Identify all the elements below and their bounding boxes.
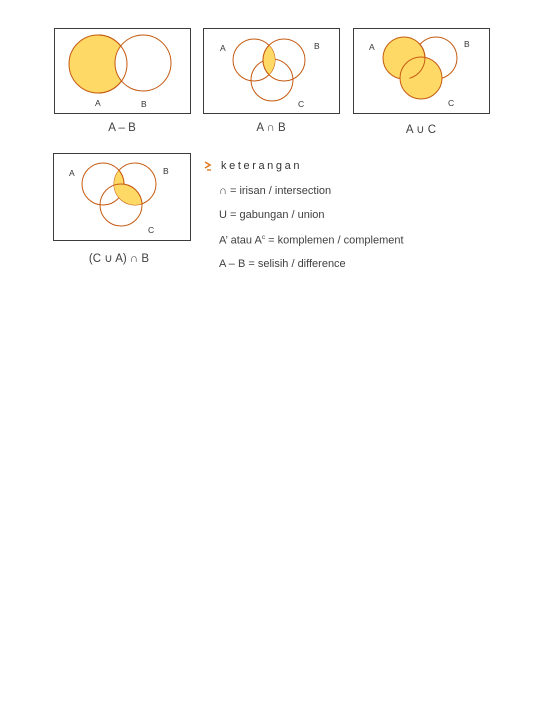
chevron-bullet-icon <box>203 159 217 173</box>
legend-title: keterangan <box>221 160 303 172</box>
label-a: A <box>369 42 375 52</box>
circle-b <box>115 35 171 91</box>
legend-item-difference <box>219 258 346 270</box>
caption-c-union-a-intersect-b: (C ∪ A) ∩ B <box>88 253 150 265</box>
complement-sup: c <box>261 234 266 241</box>
venn-a-minus-b-svg <box>55 29 190 113</box>
union-symbol: U <box>219 209 227 221</box>
label-c: C <box>148 225 155 235</box>
label-c: C <box>298 99 305 109</box>
label-b: B <box>163 166 169 176</box>
caption-a-minus-b: A – B <box>108 122 136 134</box>
label-a: A <box>95 98 101 108</box>
complement-post: = komplemen / complement <box>265 234 404 247</box>
intersection-symbol: ∩ <box>219 185 227 197</box>
legend-item-complement <box>219 234 404 247</box>
label-b: B <box>314 41 320 51</box>
venn-a-union-c-svg <box>354 29 489 113</box>
shaded-region <box>82 163 142 226</box>
legend <box>203 156 523 270</box>
caption-a-union-c: A ∪ C <box>405 124 437 136</box>
complement-pre: A’ atau A <box>219 234 262 247</box>
intersection-text: = irisan / intersection <box>226 185 332 197</box>
legend-header <box>203 156 523 176</box>
venn-diagram-a-minus-b <box>54 28 191 114</box>
venn-c-union-a-intersect-b-svg <box>54 154 190 240</box>
circle-c <box>400 57 442 99</box>
label-c: C <box>448 98 455 108</box>
legend-item-intersection <box>219 185 331 197</box>
union-text: = gabungan / union <box>226 209 325 221</box>
venn-diagram-a-union-c <box>353 28 490 114</box>
label-a: A <box>220 43 226 53</box>
label-b: B <box>141 99 147 109</box>
venn-a-intersect-b-svg <box>204 29 339 113</box>
label-a: A <box>69 168 75 178</box>
legend-item-union <box>219 209 325 221</box>
caption-a-intersect-b: A ∩ B <box>256 122 286 134</box>
difference-text: A – B = selisih / difference <box>219 258 346 270</box>
label-b: B <box>464 39 470 49</box>
venn-diagram-c-union-a-intersect-b <box>53 153 191 241</box>
venn-diagram-a-intersect-b <box>203 28 340 114</box>
